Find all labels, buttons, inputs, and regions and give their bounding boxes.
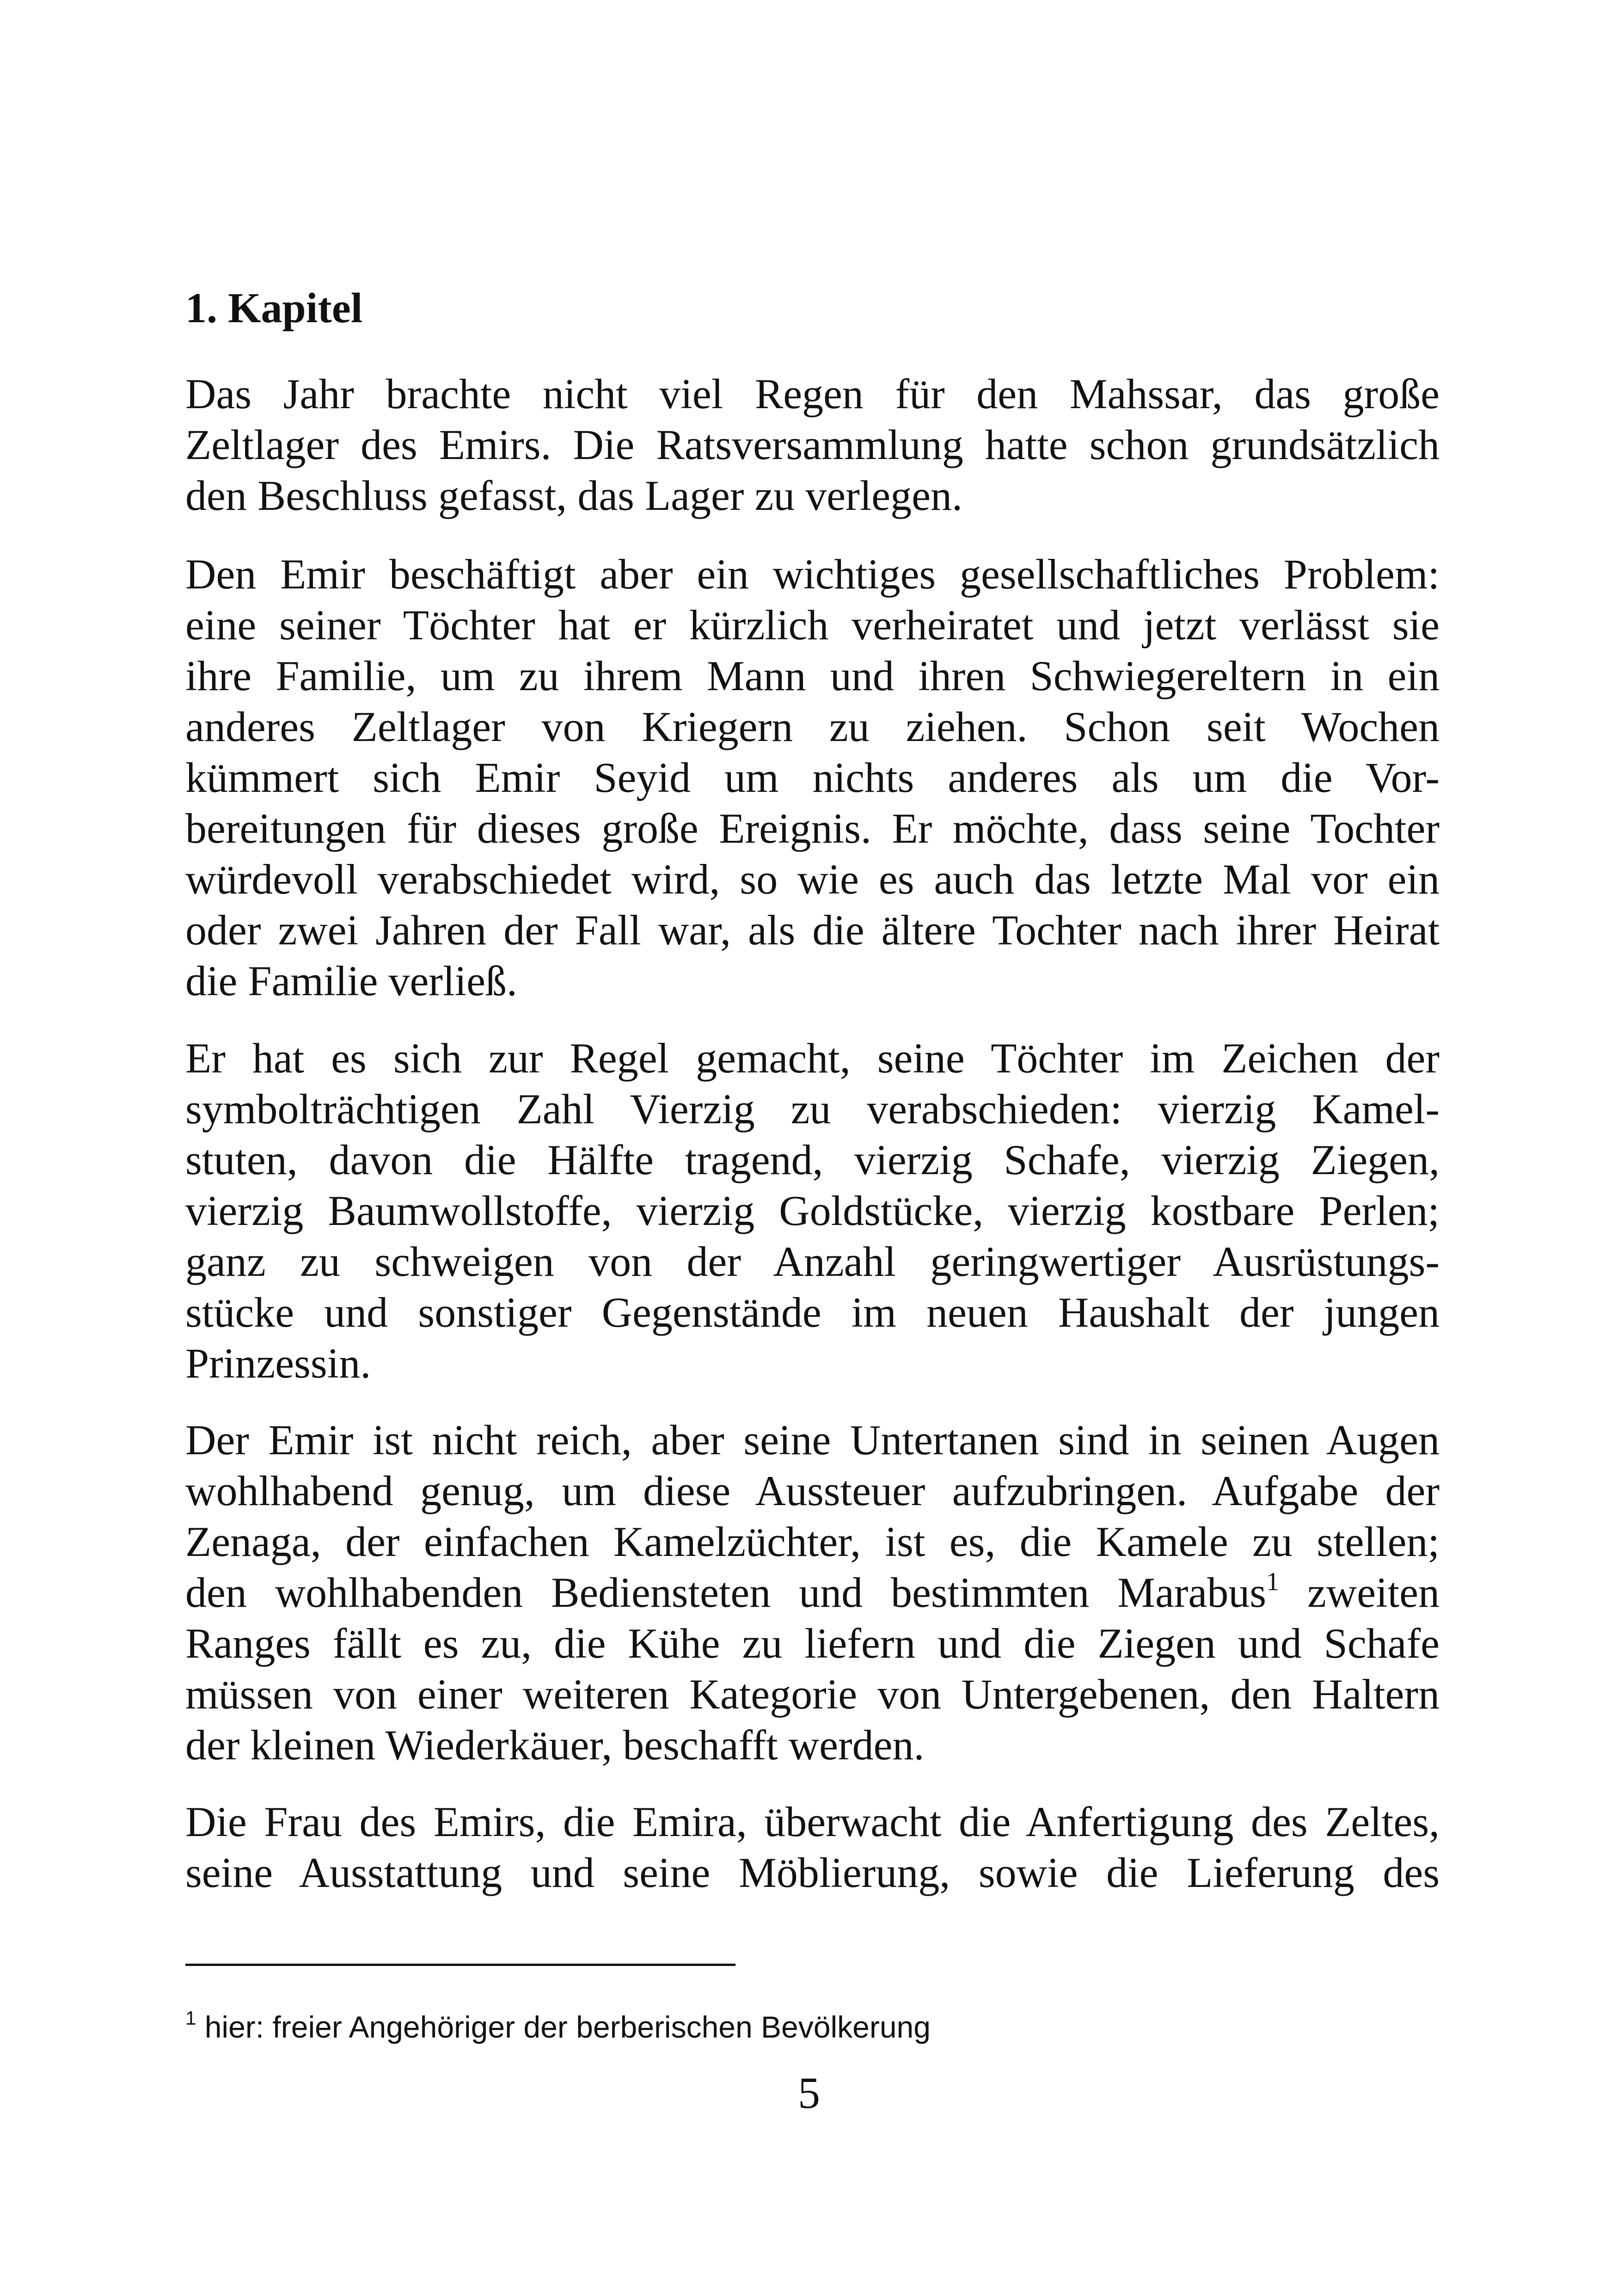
text-line: kümmert sich Emir Seyid um nichts anderes als um die Vor- bbox=[185, 754, 1440, 801]
text-line: die Familie verließ. bbox=[185, 957, 517, 1004]
footnote bbox=[185, 2007, 931, 2044]
footnote-separator bbox=[185, 1964, 735, 1966]
chapter-heading: 1. Kapitel bbox=[185, 284, 363, 331]
text-line: Ranges fällt es zu, die Kühe zu liefern und die Ziegen und Schafe bbox=[185, 1620, 1440, 1667]
paragraph-4 bbox=[185, 1414, 1440, 1770]
text-line: wohlhabend genug, um diese Aussteuer aufzubringen. Aufgabe der bbox=[185, 1467, 1440, 1514]
text-line: müssen von einer weiteren Kategorie von Untergebenen, den Haltern bbox=[185, 1671, 1440, 1718]
text-fragment: den wohlhabenden Bediensteten und bestimmten Marabus bbox=[185, 1569, 1267, 1616]
text-line: der kleinen Wiederkäuer, beschafft werden. bbox=[185, 1721, 925, 1769]
text-line: Den Emir beschäftigt aber ein wichtiges gesellschaftliches Problem: bbox=[185, 551, 1440, 598]
text-line: ihre Familie, um zu ihrem Mann und ihren Schwiegereltern in ein bbox=[185, 652, 1440, 699]
footnote-reference: 1 bbox=[1266, 1567, 1280, 1596]
text-line-with-footnote bbox=[185, 1567, 1440, 1618]
text-line: oder zwei Jahren der Fall war, als die ältere Tochter nach ihrer Heirat bbox=[185, 906, 1440, 954]
paragraph-1 bbox=[185, 368, 1440, 521]
paragraph-3 bbox=[185, 1033, 1440, 1389]
text-line: stücke und sonstiger Gegenstände im neuen Haushalt der jungen bbox=[185, 1289, 1440, 1336]
paragraph-5 bbox=[185, 1796, 1440, 1898]
footnote-text: hier: freier Angehöriger der berberischen Bevölkerung bbox=[196, 2010, 931, 2044]
text-line: Zenaga, der einfachen Kamelzüchter, ist es, die Kamele zu stellen; bbox=[185, 1518, 1440, 1565]
text-line: Zeltlager des Emirs. Die Ratsversammlung hatte schon grundsätzlich bbox=[185, 421, 1440, 468]
text-line: Prinzessin. bbox=[185, 1340, 371, 1387]
text-line: ganz zu schweigen von der Anzahl geringwertiger Ausrüstungs- bbox=[185, 1238, 1440, 1285]
paragraph-2 bbox=[185, 549, 1440, 1006]
text-line: stuten, davon die Hälfte tragend, vierzig Schafe, vierzig Ziegen, bbox=[185, 1136, 1440, 1183]
text-fragment: zweiten bbox=[1279, 1569, 1440, 1616]
page-number: 5 bbox=[798, 2068, 820, 2118]
text-line: würdevoll verabschiedet wird, so wie es auch das letzte Mal vor ein bbox=[185, 856, 1440, 903]
text-line: Der Emir ist nicht reich, aber seine Untertanen sind in seinen Augen bbox=[185, 1416, 1440, 1463]
text-line: bereitungen für dieses große Ereignis. Er möchte, dass seine Tochter bbox=[185, 805, 1440, 852]
text-line: Das Jahr brachte nicht viel Regen für den Mahssar, das große bbox=[185, 370, 1440, 417]
text-line: den Beschluss gefasst, das Lager zu verlegen. bbox=[185, 472, 962, 519]
text-line: Die Frau des Emirs, die Emira, überwacht die Anfertigung des Zeltes, bbox=[185, 1798, 1440, 1845]
text-line: symbolträchtigen Zahl Vierzig zu verabschieden: vierzig Kamel- bbox=[185, 1085, 1440, 1133]
text-line: seine Ausstattung und seine Möblierung, sowie die Lieferung des bbox=[185, 1849, 1440, 1896]
footnote-number: 1 bbox=[185, 2007, 196, 2029]
text-line: vierzig Baumwollstoffe, vierzig Goldstücke, vierzig kostbare Perlen; bbox=[185, 1187, 1440, 1234]
text-line: Er hat es sich zur Regel gemacht, seine Töchter im Zeichen der bbox=[185, 1035, 1440, 1082]
text-line: anderes Zeltlager von Kriegern zu ziehen. Schon seit Wochen bbox=[185, 703, 1440, 750]
text-line: eine seiner Töchter hat er kürzlich verheiratet und jetzt verlässt sie bbox=[185, 601, 1440, 649]
